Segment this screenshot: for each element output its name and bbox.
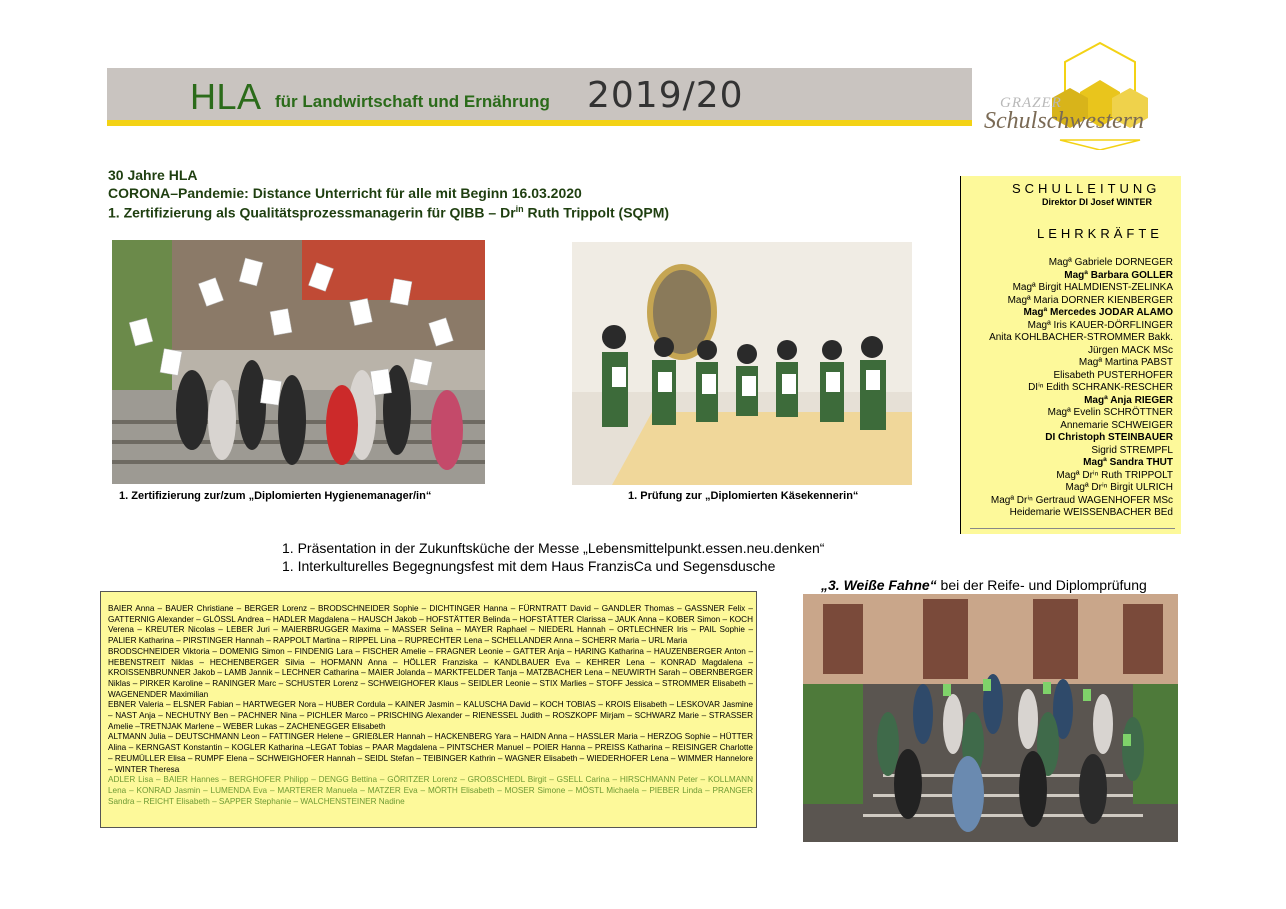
teacher-name: Heidemarie WEISSENBACHER BEd [1009,507,1173,518]
teacher-name: DIⁱⁿ Edith SCHRANK-RESCHER [1028,382,1173,393]
staff-title-leadership: SCHULLEITUNG [1012,181,1161,196]
graduate-class-list: ADLER Lisa – BAIER Hannes – BERGHOFER Philipp – DENGG Bettina – GÖRITZER Lorenz – GROẞSCHEDL Birgit – GSELL Carina – HIRSCHMANN Peter – KOLLMANN Lena – KONRAD Jasmin – LUMENDA Eva – MARTERER Manuela – MATZER Eva – MÖRTH Elisabeth – MOSER Simone – MÖSTL Michaela – PIEBER Linda – PRANGER Sandra – REICHT Elisabeth – SAPPER Stephanie – WALCHENSTEINER Nadine [108,775,753,806]
teacher-name: Magª Drⁱⁿ Ruth TRIPPOLT [1056,469,1173,481]
caption-white-flag-rest: bei der Reife- und Diplomprüfung [936,577,1147,593]
event-intercultural: 1. Interkulturelles Begegnungsfest mit dem Haus FranzisCa und Segensdusche [282,558,776,574]
header-subtitle: für Landwirtschaft und Ernährung [275,92,550,111]
intro-certification [108,204,669,221]
teacher-name: Magª Martina PABST [1078,357,1173,368]
teacher-name: Magª Drⁱⁿ Birgit ULRICH [1065,482,1173,493]
teacher-name: Sigrid STREMPFL [1091,444,1173,456]
teacher-list [962,257,1173,520]
logo-text-grazer: GRAZER [1000,95,1062,111]
teacher-name: Magª Anja RIEGER [1084,394,1173,406]
photo-hygiene-group [112,240,485,484]
teacher-name: Anita KOHLBACHER-STROMMER Bakk. [989,332,1173,343]
caption-white-flag-emph: „3. Weiße Fahne“ [821,577,937,593]
graduate-class-list: BRODSCHNEIDER Viktoria – DOMENIG Simon – FINDENIG Lara – FISCHER Amelie – FRAGNER Leonie – GATTER Anja – HARING Katharina – HAUZENBERGER Anton – HEBENSTREIT Niklas – HECHENBERGER Silvia – HOFMANN Anna – HÖLLER Franziska – KANDLBAUER Eva – KEHRER Lena – KONRAD Magdalena – KROISSENBRUNNER Jakob – LAMB Jannik – LECHNER Catharina – MAIER Jolanda – MARKTFELDER Tanja – MATZBACHER Lena – NEUWIRTH Sarah – OBERNBERGER Niklas – PIRKER Karoline – RANINGER Marc – SCHUSTER Lorenz – SCHWEIGHOFER Klaus – SEIDLER Leonie – STIX Marlies – STOFF Jessica – STROMMER Elisabeth – WAGENENDER Maximilian [108,646,753,699]
staff-director: Direktor DI Josef WINTER [1042,197,1153,207]
teacher-name: Elisabeth PUSTERHOFER [1053,369,1173,381]
photo-graduation-group [803,594,1178,842]
teacher-name: Magª Iris KAUER-DÖRFLINGER [1027,319,1173,331]
teacher-name: Magª Birgit HALMDIENST-ZELINKA [1012,282,1173,293]
header-hla-title: HLA [190,76,262,117]
caption-white-flag [821,577,1147,593]
teacher-name: Jürgen MACK MSc [1087,344,1173,356]
graduates-box [100,591,757,828]
teacher-name: Magª Mercedes JODAR ALAMO [1023,307,1173,318]
intro-certification-a: 1. Zertifizierung als Qualitätsprozessmanagerin für QIBB – Dr [108,204,516,221]
intro-certification-b: Ruth Trippolt (SQPM) [523,204,670,221]
staff-divider [970,528,1175,529]
graduate-class-list: EBNER Valeria – ELSNER Fabian – HARTWEGER Nora – HUBER Cordula – KAINER Jasmin – KALUSCHA David – KOCH TOBIAS – KROIS Elisabeth – LESKOVAR Jasmine – NAST Anja – NECHUTNY Ben – PACHNER Nina – PICHLER Marco – PRISCHING Alexander – RIENESSEL Judith – ROSZKOPF Mirjam – SCHWARZ Marie – STRASSER Amelie –TRETNJAK Marlene – WEBER Lukas – ZACHENEGGER Elisabeth [108,700,753,731]
teacher-name: DI Christoph STEINBAUER [1045,432,1173,443]
event-presentation: 1. Präsentation in der Zukunftsküche der Messe „Lebensmittelpunkt.essen.neu.denken“ [282,540,825,556]
caption-hygiene: 1. Zertifizierung zur/zum „Diplomierten Hygienemanager/in“ [119,490,432,502]
teacher-name: Magª Drⁱⁿ Gertraud WAGENHOFER MSc [990,494,1173,506]
staff-title-teachers: LEHRKRÄFTE [1037,226,1163,241]
teacher-name: Annemarie SCHWEIGER [1060,419,1173,431]
graduate-class-list: BAIER Anna – BAUER Christiane – BERGER Lorenz – BRODSCHNEIDER Sophie – DICHTINGER Hanna – FÜRNTRATT David – GANDLER Thomas – GASSNER Felix – GATTERNIG Alexander – GLÖSSL Andrea – HADLER Magdalena – HAUSCH Jakob – HOFSTÄTTER Belinda – HOFSTÄTTER Clarissa – JAUK Anna – KOBER Simon – KOCH Verena – KREUTER Nicolas – LEBER Juri – MAIERBRUGGER Maxima – MASSER Selina – MAYER Raphael – NIEDERL Hannah – ORTLECHNER Iris – PAIL Sophie – PALIER Katharina – PIRSTINGER Hannah – RAPPOLT Martina – RIPPEL Lina – RUPRECHTER Lena – SCHELLANDER Anna – SCHERR Maria – URL Maria [108,604,753,646]
teacher-name: Magª Sandra THUT [1083,457,1173,468]
intro-certification-sup: in [515,204,524,214]
intro-anniversary: 30 Jahre HLA [108,167,198,183]
photo-cheese-exam [572,242,912,485]
teacher-name: Magª Maria DORNER KIENBERGER [1007,294,1173,306]
teacher-name: Magª Evelin SCHRÖTTNER [1047,407,1173,418]
logo-text-schulschwestern: Schulschwestern [984,108,1144,134]
intro-corona: CORONA–Pandemie: Distance Unterricht für alle mit Beginn 16.03.2020 [108,185,582,201]
graduate-class-list: ALTMANN Julia – DEUTSCHMANN Leon – FATTINGER Helene – GRIEẞLER Hannah – HACKENBERG Yara – HAIDN Anna – HASSLER Maria – HERZOG Sophie – HÜTTER Alina – KERNGAST Konstantin – KOGLER Katharina –LEGAT Tobias – PAAR Magdalena – PINTSCHER Manuel – POIER Hanna – PREISS Katharina – REISINGER Charlotte – REUMÜLLER Elisa – RUMPF Elena – SCHWEIGHOFER Hannah – SEIDL Stefan – TEIBINGER Kathrin – WAGNER Elisabeth – WIEDERHOFER Lena – WIMMER Hannelore – WINTER Theresa [108,732,753,774]
teacher-name: Magª Barbara GOLLER [1064,269,1173,281]
teacher-name: Magª Gabriele DORNEGER [1048,257,1173,268]
header-year: 2019/20 [587,75,744,116]
caption-cheese: 1. Prüfung zur „Diplomierten Käsekennerin“ [628,490,859,502]
